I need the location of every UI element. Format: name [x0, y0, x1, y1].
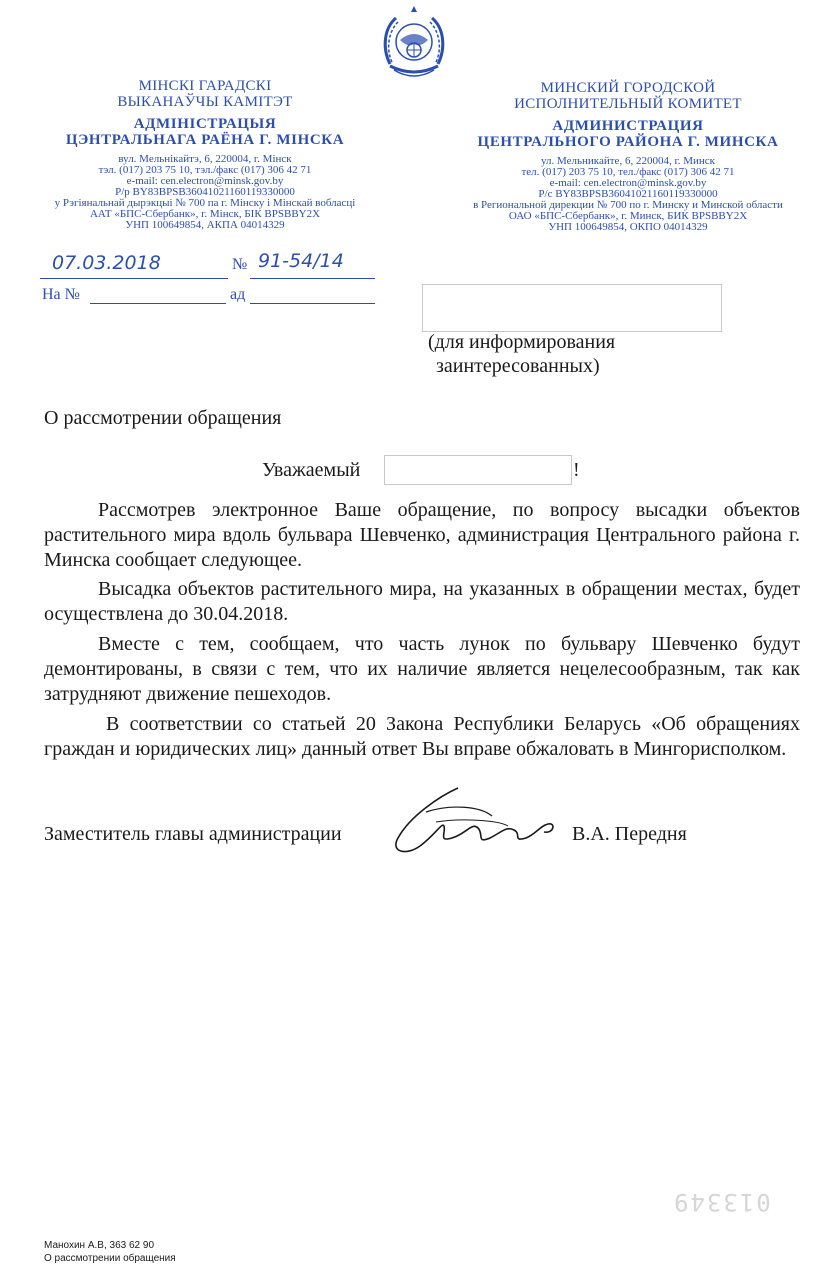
detail-line: тел. (017) 203 75 10, тел./факс (017) 306 42 71 [521, 166, 735, 178]
detail-line: у Рэгіянальнай дырэкцыі № 700 па г. Мінску і Мінскай вобласці [54, 197, 356, 209]
admin-name-line2-ru: ЦЕНТРАЛЬНОГО РАЙОНА Г. МИНСКА [477, 134, 779, 150]
org-name-line2-ru: ИСПОЛНИТЕЛЬНЫЙ КОМИТЕТ [514, 96, 742, 112]
number-underline [250, 278, 375, 279]
contact-details-ru [448, 156, 808, 233]
body-paragraph: В соответствии со статьей 20 Закона Республики Беларусь «Об обращениях граждан и юридических лиц» данный ответ Вы вправе обжаловать в Мингорисполком. [44, 713, 800, 760]
admin-name-line2-by: ЦЭНТРАЛЬНАГА РАЁНА Г. МІНСКА [65, 132, 345, 148]
letterhead-russian [448, 80, 808, 233]
body-paragraph: Рассмотрев электронное Ваше обращение, по вопросу высадки объектов растительного мира вдоль бульвара Шевченко, администрация Центрального района г. Минска сообщает следующее. [44, 499, 800, 571]
from-underline [250, 303, 375, 304]
org-name-line2-by: ВЫКАНАЎЧЫ КАМІТЭТ [117, 94, 293, 110]
detail-line: Р/р BY83BPSB36041021160119330000 [115, 186, 295, 198]
from-label: ад [230, 286, 246, 303]
detail-line: в Региональной дирекции № 700 по г. Минску и Минской области [473, 199, 783, 211]
signatory-position: Заместитель главы администрации [44, 823, 342, 845]
greeting-prefix: Уважаемый [262, 459, 361, 481]
incoming-stamp-number: 013349 [672, 1188, 771, 1216]
recipient-note-line2: заинтересованных) [436, 355, 600, 377]
admin-name-line1-ru: АДМИНИСТРАЦИЯ [552, 118, 704, 134]
reply-to-label: На № [42, 286, 80, 303]
detail-line: ул. Мельникайте, 6, 220004, г. Минск [541, 155, 715, 167]
contact-details-by [30, 154, 380, 231]
admin-name-line1-by: АДМІНІСТРАЦЫЯ [133, 116, 277, 132]
footer-executor: Манохин А.В, 363 62 90 [44, 1240, 155, 1251]
body-paragraph: Высадка объектов растительного мира, на указанных в обращении местах, будет осуществлена до 30.04.2018. [44, 578, 800, 625]
detail-line: Р/с BY83BPSB36041021160119330000 [538, 188, 718, 200]
registration-date: 07.03.2018 [52, 252, 161, 274]
recipient-note-line1: (для информирования [428, 331, 616, 353]
greeting-name-redacted-box [384, 455, 572, 485]
org-name-line1-by: МІНСКІ ГАРАДСКІ [138, 78, 272, 94]
handwritten-signature-icon [380, 782, 560, 862]
detail-line: тэл. (017) 203 75 10, тэл./факс (017) 306 42 71 [98, 164, 312, 176]
greeting-suffix: ! [573, 459, 580, 481]
detail-line: вул. Мельнікайтэ, 6, 220004, г. Мінск [118, 153, 292, 165]
detail-line: ОАО «БПС-Сбербанк», г. Минск, БИК BPSBBY2X [508, 210, 748, 222]
detail-line: УНП 100649854, АКПА 04014329 [125, 219, 285, 231]
detail-line: e-mail: cen.electron@minsk.gov.by [126, 175, 284, 187]
registration-number: 91-54/14 [258, 250, 344, 272]
reply-to-underline [90, 303, 226, 304]
org-name-line1-ru: МИНСКИЙ ГОРОДСКОЙ [540, 80, 716, 96]
number-label: № [232, 256, 248, 273]
recipient-redacted-box [422, 284, 722, 332]
detail-line: e-mail: cen.electron@minsk.gov.by [549, 177, 707, 189]
state-emblem-icon [376, 4, 452, 84]
letter-subject: О рассмотрении обращения [44, 407, 282, 429]
detail-line: УНП 100649854, ОКПО 04014329 [548, 221, 708, 233]
letterhead-belarusian [30, 78, 380, 231]
detail-line: ААТ «БПС-Сбербанк», г. Мінск, БІК BPSBBY2X [89, 208, 321, 220]
signatory-name: В.А. Передня [572, 823, 687, 845]
body-paragraph: Вместе с тем, сообщаем, что часть лунок по бульвару Шевченко будут демонтированы, в связи с тем, что их наличие является нецелесообразным, так как затрудняют движение пешеходов. [44, 633, 800, 705]
date-underline [40, 278, 228, 279]
footer-subject: О рассмотрении обращения [44, 1253, 176, 1264]
